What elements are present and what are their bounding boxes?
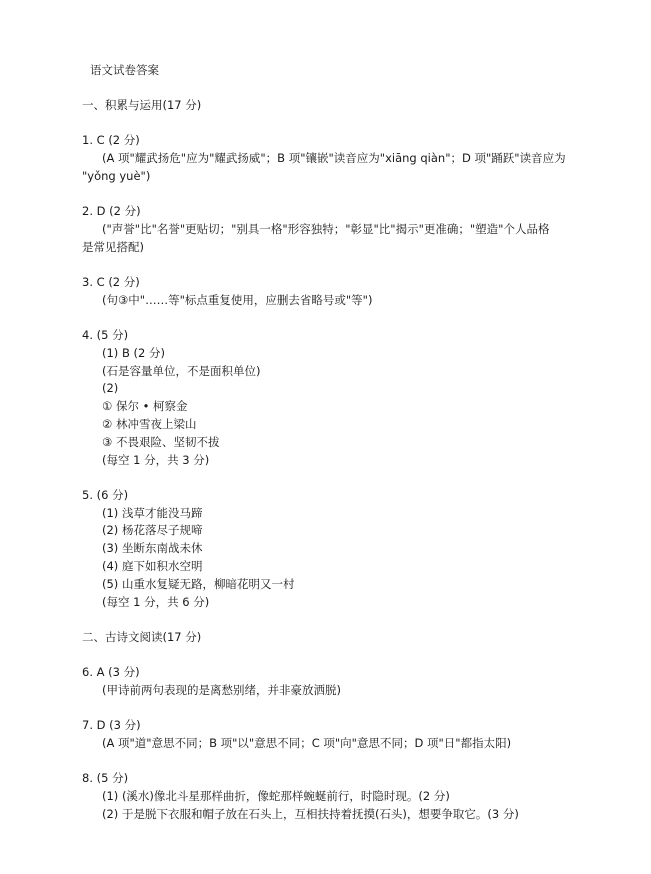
document-title: 语文试卷答案 — [90, 63, 159, 77]
q3-note: (句③中"……等"标点重复使用，应删去省略号或"等") — [102, 293, 373, 307]
q4-answer: 4. (5 分) — [82, 328, 129, 342]
q2-answer: 2. D (2 分) — [82, 204, 141, 218]
q8-answer: 8. (5 分) — [82, 771, 129, 785]
q4-item-2: ② 林冲雪夜上梁山 — [102, 417, 197, 431]
q5-answer: 5. (6 分) — [82, 488, 129, 502]
q6-answer: 6. A (3 分) — [82, 665, 140, 679]
section-1-heading: 一、积累与运用(17 分) — [82, 98, 202, 112]
q1-note-line2: "yǒng yuè") — [82, 169, 151, 183]
q4-sub2: (2) — [102, 381, 119, 395]
q8-item-2: (2) 于是脱下衣服和帽子放在石头上，互相扶持着抚摸(石头)，想要争取它。(3 分) — [102, 807, 519, 821]
q2-note-line2: 是常见搭配) — [82, 240, 144, 254]
q3-answer: 3. C (2 分) — [82, 275, 140, 289]
q4-item-3: ③ 不畏艰险、坚韧不拔 — [102, 435, 220, 449]
q8-item-1: (1) (溪水)像北斗星那样曲折，像蛇那样蜿蜒前行，时隐时现。(2 分) — [102, 789, 450, 803]
section-2-heading: 二、古诗文阅读(17 分) — [82, 630, 202, 644]
q4-score-note: (每空 1 分，共 3 分) — [102, 453, 210, 467]
q2-note-line1: ("声誉"比"名誉"更贴切；"别具一格"形容独特；"彰显"比"揭示"更准确；"塑造"个人品格 — [102, 222, 550, 236]
q4-sub1-note: (石是容量单位，不是面积单位) — [102, 364, 261, 378]
q4-item-1: ① 保尔 • 柯察金 — [102, 399, 188, 413]
q5-item-3: (3) 坐断东南战未休 — [102, 541, 203, 555]
q5-item-2: (2) 杨花落尽子规啼 — [102, 523, 203, 537]
q4-sub1: (1) B (2 分) — [102, 346, 165, 360]
q7-answer: 7. D (3 分) — [82, 718, 141, 732]
q5-score-note: (每空 1 分，共 6 分) — [102, 595, 210, 609]
q1-answer: 1. C (2 分) — [82, 133, 140, 147]
q6-note: (甲诗前两句表现的是离愁别绪，并非豪放洒脱) — [102, 683, 341, 697]
q1-note-line1: (A 项"耀武扬危"应为"耀武扬威"；B 项"镶嵌"读音应为"xiāng qiàn"；D 项"踊跃"读音应为 — [102, 151, 566, 165]
q5-item-5: (5) 山重水复疑无路，柳暗花明又一村 — [102, 577, 295, 591]
q5-item-1: (1) 浅草才能没马蹄 — [102, 506, 203, 520]
q7-note: (A 项"道"意思不同；B 项"以"意思不同；C 项"向"意思不同；D 项"日"都指太阳) — [102, 736, 512, 750]
q5-item-4: (4) 庭下如积水空明 — [102, 559, 203, 573]
